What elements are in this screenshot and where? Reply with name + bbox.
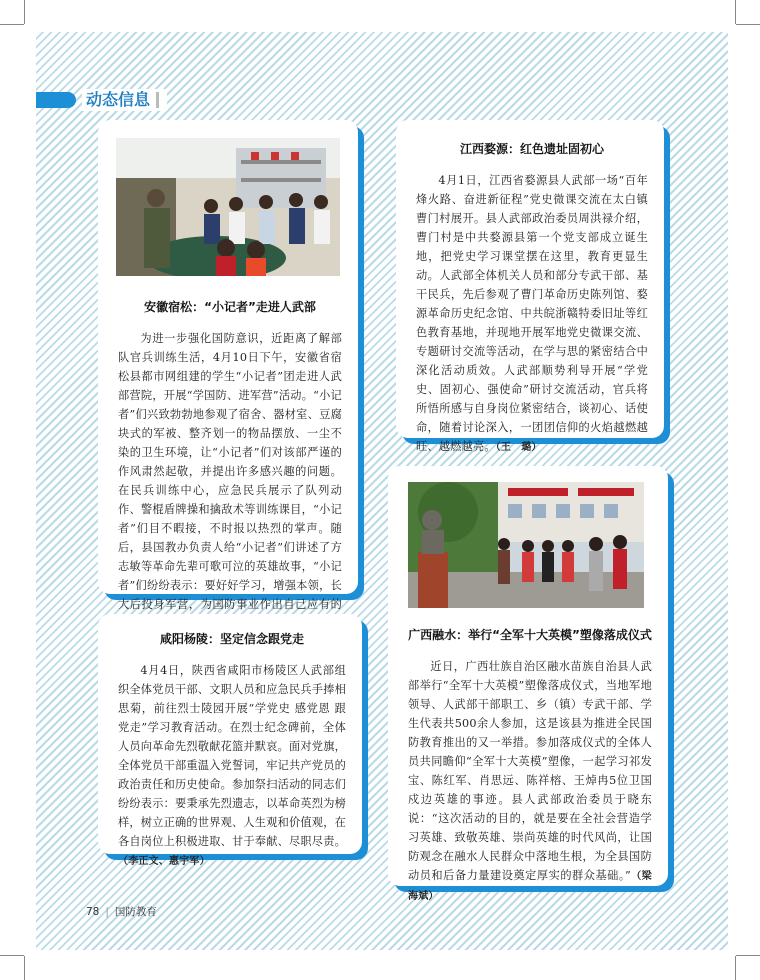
page-number: 78 — [86, 905, 100, 918]
crop-mark — [0, 24, 24, 25]
crop-mark — [735, 956, 736, 980]
footer-separator: | — [105, 905, 109, 918]
crop-mark — [24, 956, 25, 980]
article-author: （王 璐） — [495, 442, 542, 453]
crop-mark — [736, 24, 760, 25]
section-title: 动态信息 — [86, 90, 151, 109]
section-header — [82, 89, 167, 111]
article-card-xianyang — [98, 614, 362, 867]
article-body — [118, 661, 346, 871]
crop-mark — [0, 955, 24, 956]
crop-mark — [736, 955, 760, 956]
article-title: 广西融水：举行“全军十大英模”塑像落成仪式 — [408, 628, 652, 642]
article-photo-guangxi — [408, 482, 644, 608]
article-title: 江西婺源：红色遗址固初心 — [459, 142, 604, 156]
section-accent-bar — [36, 92, 76, 108]
article-card-anhui — [98, 120, 358, 611]
article-text: 4月1日，江西省婺源县人武部一场“百年烽火路、奋进新征程”党史微课交流在太白镇曹门村展开。县人武部政治委员周洪禄介绍，曹门村是中共婺源县第一个党支部成立诞生地，把党史学习课堂摆在这里，教育更显生动。人武部全体机关人员和部分专武干部、基干民兵，先后参观了曹门革命历史陈列馆、婺源革命历史纪念馆、中共皖浙赣特委旧址等红色教育基地，并现地开展军地党史微课交流、专题研讨交流等活动，在学与思的紧密结合中深化活动质效。人武部顺势利导开展“学党史、固初心、强使命”研讨交流活动，官兵将所悟所感与自身岗位紧密结合，谈初心、话使命，随着讨论深入，一团团信仰的火焰越燃越旺、越燃越亮。 — [416, 174, 648, 453]
page-footer — [86, 904, 157, 919]
article-author: （李正文、惠宇军） — [118, 856, 210, 867]
article-text: 为进一步强化国防意识，近距离了解部队官兵训练生活，4月10日下午，安徽省宿松县都市网组建的学生“小记者”团走进人武部营院，开展“学国防、进军营”活动。“小记者”们兴致勃勃地参观了宿舍、器材室、豆腐块式的军被、整齐划一的物品摆放、一尘不染的卫生环境，让“小记者”们对该部严谨的作风肃然起敬，并提出许多感兴趣的问题。在民兵训练中心，应急民兵展示了队列动作、警棍盾牌操和擒敌术等训练课目，“小记者”们目不暇接，不时报以热烈的掌声。随后，县国教办负责人给“小记者”们讲述了方志敏等革命先辈可歌可泣的英雄故事，“小记者”们纷纷表示：要好好学习，增强本领，长大后投身军营，为国防事业作出自己应有的 — [118, 332, 342, 611]
article-title: 安徽宿松：“小记者”走进人武部 — [144, 300, 316, 314]
article-author: （梁海斌） — [408, 871, 652, 902]
article-card-guangxi — [388, 466, 668, 902]
article-card-jiangxi — [396, 120, 664, 453]
article-body — [416, 171, 648, 457]
crop-mark — [24, 0, 25, 24]
article-text: 近日，广西壮族自治区融水苗族自治县人武部举行“全军十大英模”塑像落成仪式，当地军地领导、人武部干部职工、乡（镇）专武干部、学生代表共500余人参加，这是该县为推进全民国防教育推出的又一举措。参加落成仪式的全体人员共同瞻仰“全军十大英模”塑像，一起学习祁发宝、陈红军、肖思远、陈祥榕、王焯冉5位卫国戍边英雄的事迹。县人武部政治委员于晓东说：“这次活动的目的，就是要在全社会营造学习英雄、致敬英雄、崇尚英雄的时代风尚，让国防观念在融水人民群众中落地生根，为全县国防动员和后备力量建设奠定厚实的群众基础。” — [408, 660, 652, 882]
article-photo-anhui — [116, 138, 340, 276]
article-body — [118, 329, 342, 634]
crop-mark — [735, 0, 736, 24]
section-divider — [156, 92, 159, 108]
publication-name: 国防教育 — [114, 906, 157, 918]
article-text: 4月4日，陕西省咸阳市杨陵区人武部组织全体党员干部、文职人员和应急民兵手捧相思菊，前往烈士陵园开展“学党史 感党恩 跟党走”学习教育活动。在烈士纪念碑前，全体人员向革命先烈敬献花篮并默哀。面对党旗，全体党员干部重温入党誓词，牢记共产党员的政治责任和历史使命。参加祭扫活动的同志们纷纷表示：要秉承先烈遗志，以革命英烈为榜样，树立正确的世界观、人生观和价值观，在各自岗位上积极进取、甘于奉献、尽职尽责。 — [118, 664, 346, 848]
article-title: 咸阳杨陵：坚定信念跟党走 — [159, 632, 304, 646]
article-body — [408, 657, 652, 906]
